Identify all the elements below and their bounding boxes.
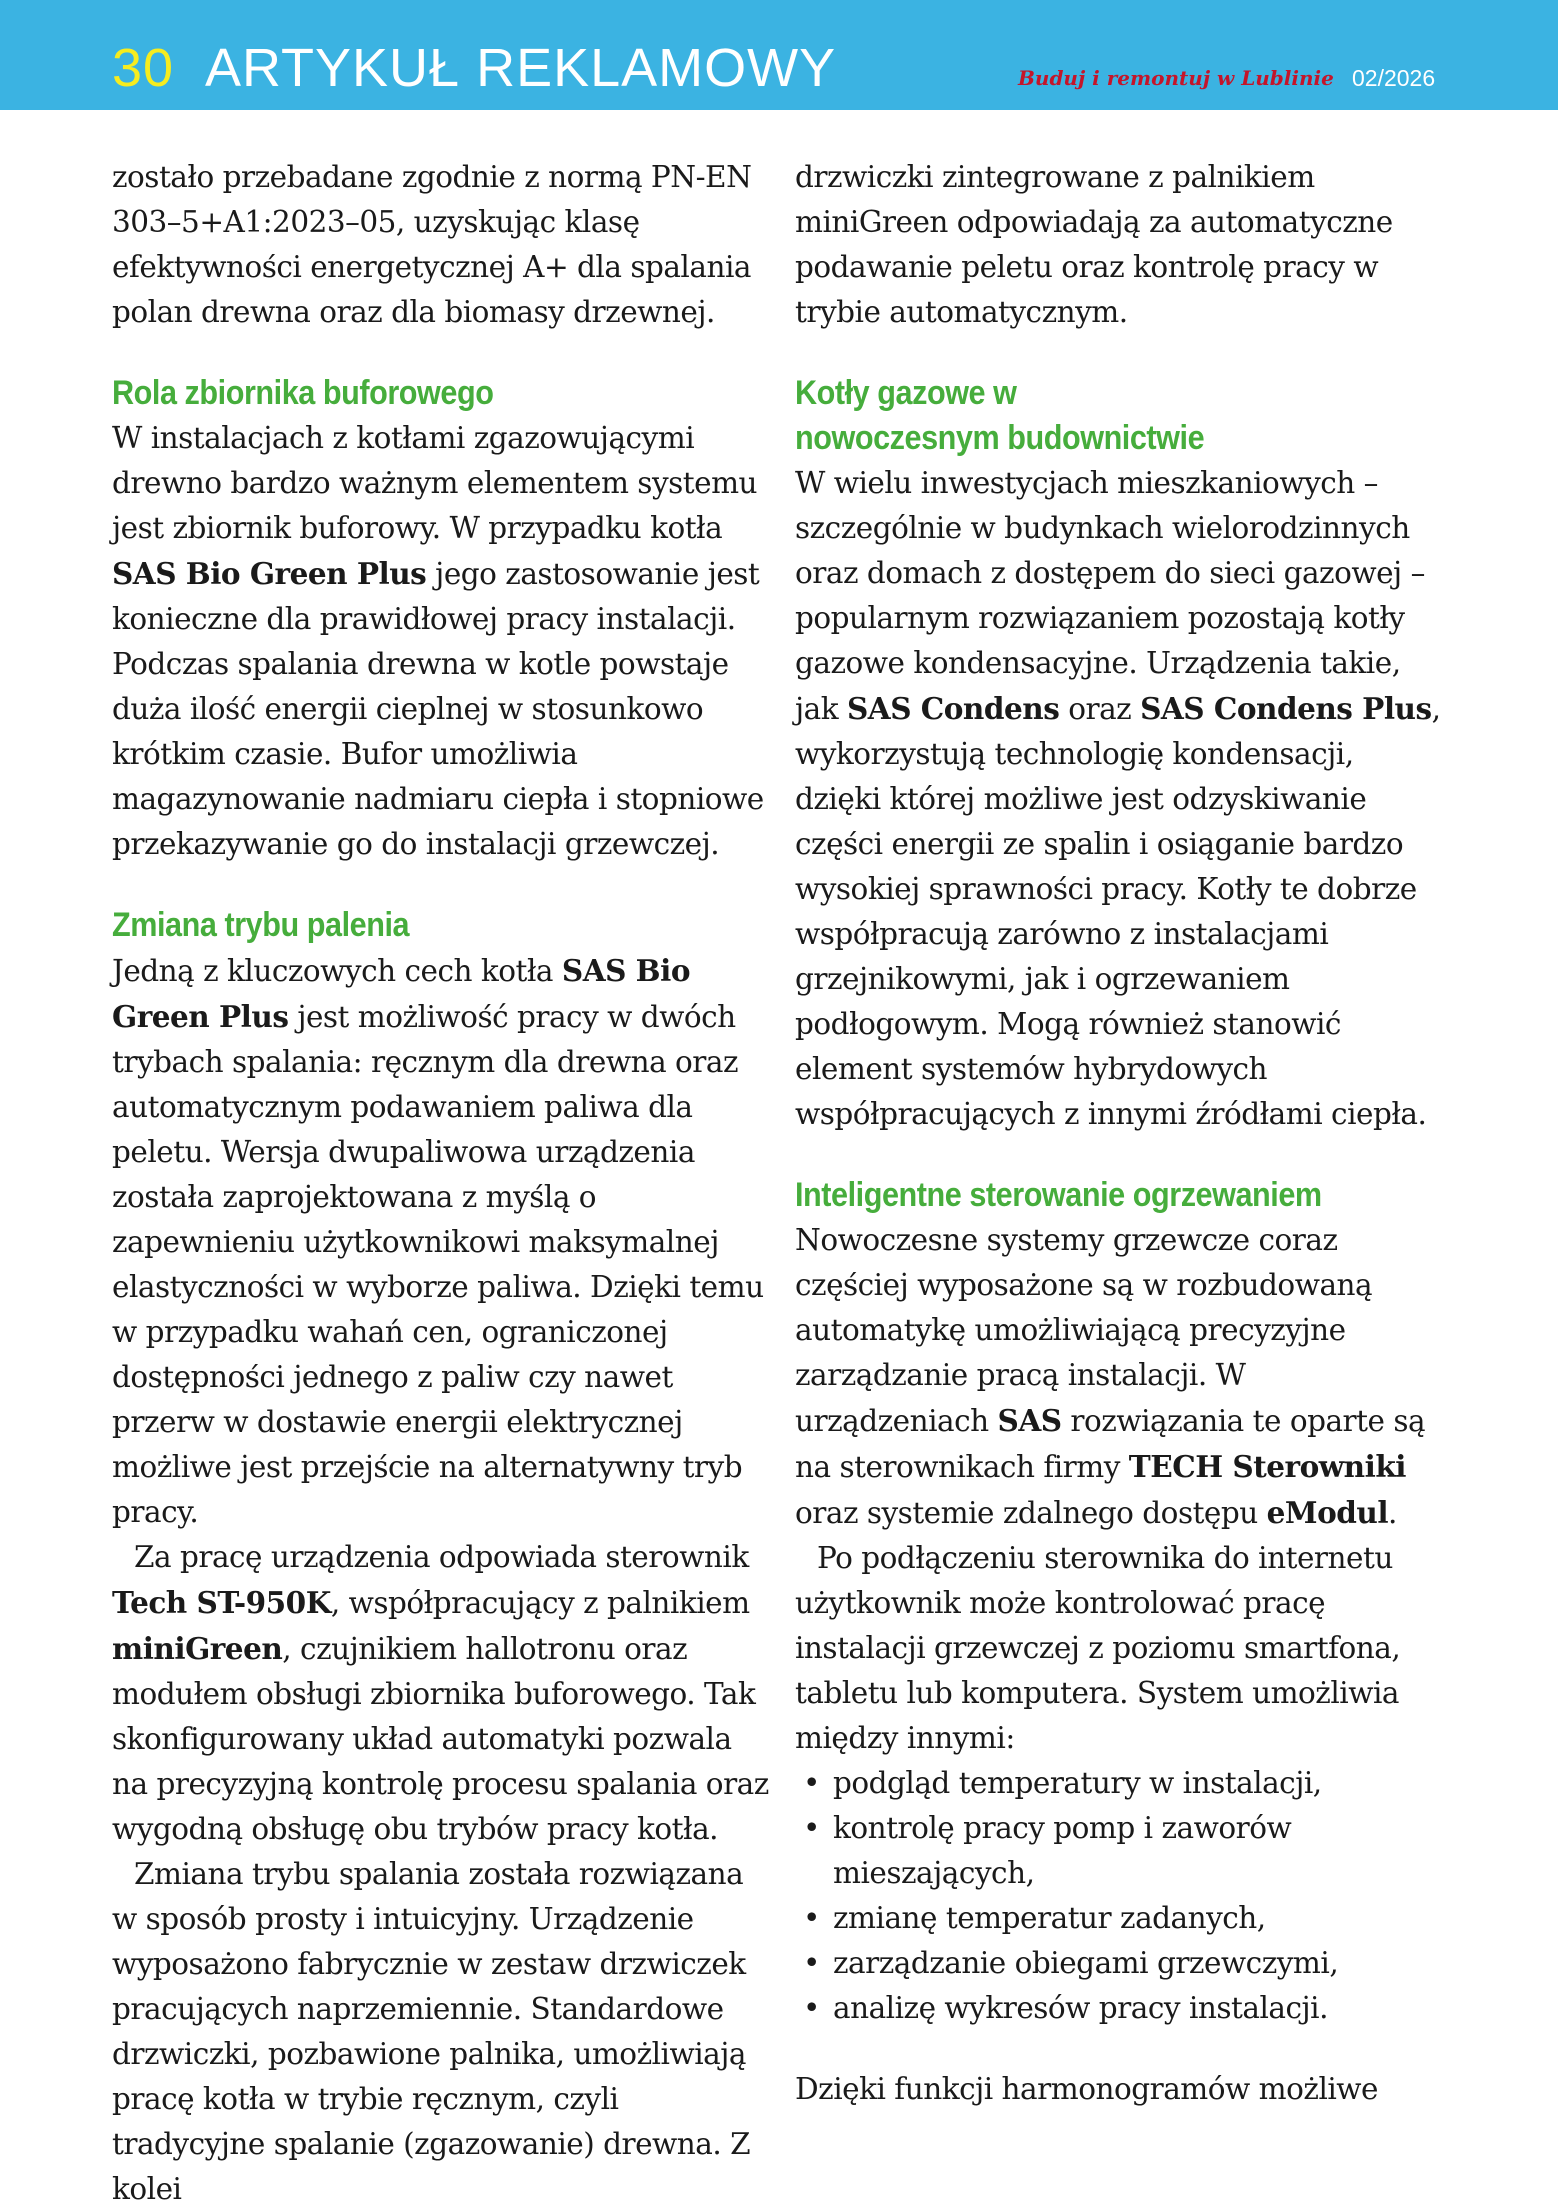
heading-burn-mode: Zmiana trybu palenia xyxy=(112,906,410,944)
section-title: ARTYKUŁ REKLAMOWY xyxy=(205,38,837,98)
paragraph-burn-mode: Jedną z kluczowych cech kotła SAS Bio Green Plus jest możliwość pracy w dwóch trybach spalania: ręcznym dla drewna oraz automatycznym podawaniem paliwa dla peletu. Wersja dwupaliwowa urządzenia została zaprojektowana z myślą o zapewnieniu użytkownikowi maksymalnej elastyczności w wyborze paliwa. Dzięki temu w przypadku wahań cen, ograniczonej dostępności jednego z paliw czy nawet przerw w dostawie energii elektrycznej możliwe jest przejście na alternatywny tryb pracy. xyxy=(112,953,764,1529)
left-intro-paragraph: zostało przebadane zgodnie z normą PN-EN 303–5+A1:2023–05, uzyskując klasę efektywności energetycznej A+ dla spalania polan drewna oraz dla biomasy drzewnej. xyxy=(112,160,752,329)
controller-name: Tech ST-950K xyxy=(112,1585,331,1620)
heading-gas-boilers: Kotły gazowe w nowoczesnym budownictwie xyxy=(795,374,1205,457)
product-name: SAS Condens Plus xyxy=(1140,691,1432,726)
list-item: • analizę wykresów pracy instalacji. xyxy=(795,1986,1445,2031)
page-number: 30 xyxy=(112,38,175,98)
paragraph-controller: Za pracę urządzenia odpowiada sterownik Tech ST-950K, współpracujący z palnikiem miniGreen, czujnikiem hallotronu oraz modułem obsługi zbiornika buforowego. Tak skonfigurowany układ automatyki pozwala na precyzyjną kontrolę procesu spalania oraz wygodną obsługę obu trybów pracy kotła. xyxy=(112,1540,769,1846)
right-intro-paragraph: drzwiczki zintegrowane z palnikiem miniGreen odpowiadają za automatyczne podawanie peletu oraz kontrolę pracy w trybie automatycznym. xyxy=(795,160,1393,329)
brand-name: TECH Sterowniki xyxy=(1128,1449,1406,1484)
heading-buffer-tank: Rola zbiornika buforowego xyxy=(112,374,494,412)
bullet-icon: • xyxy=(803,1766,820,1800)
issue-date: 02/2026 xyxy=(1352,65,1436,91)
product-name: SAS Bio Green Plus xyxy=(112,953,690,1034)
system-name: eModul xyxy=(1266,1495,1389,1530)
list-item: • zarządzanie obiegami grzewczymi, xyxy=(795,1941,1445,1986)
brand-name: SAS xyxy=(997,1403,1062,1438)
paragraph-buffer-tank: W instalacjach z kotłami zgazowującymi drewno bardzo ważnym elementem systemu jest zbiornik buforowy. W przypadku kotła SAS Bio Green Plus jego zastosowanie jest konieczne dla prawidłowej pracy instalacji. Podczas spalania drewna w kotle powstaje duża ilość energii cieplnej w stosunkowo krótkim czasie. Bufor umożliwia magazynowanie nadmiaru ciepła i stopniowe przekazywanie go do instalacji grzewczej. xyxy=(112,421,764,861)
bullet-icon: • xyxy=(803,1946,820,1980)
right-column xyxy=(795,155,1445,2112)
list-item: • zmianę temperatur zadanych, xyxy=(795,1896,1445,1941)
bullet-icon: • xyxy=(803,1901,820,1935)
bullet-icon: • xyxy=(803,1991,820,2025)
paragraph-smart-control: Nowoczesne systemy grzewcze coraz częściej wyposażone są w rozbudowaną automatykę umożliwiającą precyzyjne zarządzanie pracą instalacji. W urządzeniach SAS rozwiązania te oparte są na sterownikach firmy TECH Sterowniki oraz systemie zdalnego dostępu eModul. xyxy=(795,1223,1426,1530)
heading-smart-control: Inteligentne sterowanie ogrzewaniem xyxy=(795,1176,1322,1214)
bullet-icon: • xyxy=(803,1811,820,1845)
paragraph-gas-boilers: W wielu inwestycjach mieszkaniowych – szczególnie w budynkach wielorodzinnych oraz domach z dostępem do sieci gazowej – popularnym rozwiązaniem pozostają kotły gazowe kondensacyjne. Urządzenia takie, jak SAS Condens oraz SAS Condens Plus, wykorzystują technologię kondensacji, dzięki której możliwe jest odzyskiwanie części energii ze spalin i osiąganie bardzo wysokiej sprawności pracy. Kotły te dobrze współpracują zarówno z instalacjami grzejnikowymi, jak i ogrzewaniem podłogowym. Mogą również stanowić element systemów hybrydowych współpracujących z innymi źródłami ciepła. xyxy=(795,466,1441,1131)
product-name: SAS Condens xyxy=(847,691,1060,726)
paragraph-mode-change: Zmiana trybu spalania została rozwiązana w sposób prosty i intuicyjny. Urządzenie wyposażono fabrycznie w zestaw drzwiczek pracujących naprzemiennie. Standardowe drzwiczki, pozbawione palnika, umożliwiają pracę kotła w trybie ręcznym, czyli tradycyjne spalanie (zgazowanie) drewna. Z kolei xyxy=(112,1857,751,2206)
product-name: SAS Bio Green Plus xyxy=(112,556,427,591)
feature-list xyxy=(795,1761,1445,2031)
list-item: • kontrolę pracy pomp i zaworów mieszających, xyxy=(795,1806,1445,1896)
left-column xyxy=(112,155,770,2212)
magazine-name: Buduj i remontuj w Lublinie xyxy=(1018,66,1334,90)
paragraph-schedules: Dzięki funkcji harmonogramów możliwe xyxy=(795,2072,1379,2106)
paragraph-remote-access: Po podłączeniu sterownika do internetu użytkownik może kontrolować pracę instalacji grzewczej z poziomu smartfona, tabletu lub komputera. System umożliwia między innymi: xyxy=(795,1541,1401,1755)
header-band xyxy=(0,0,1558,110)
list-item: • podgląd temperatury w instalacji, xyxy=(795,1761,1445,1806)
burner-name: miniGreen xyxy=(112,1631,283,1666)
